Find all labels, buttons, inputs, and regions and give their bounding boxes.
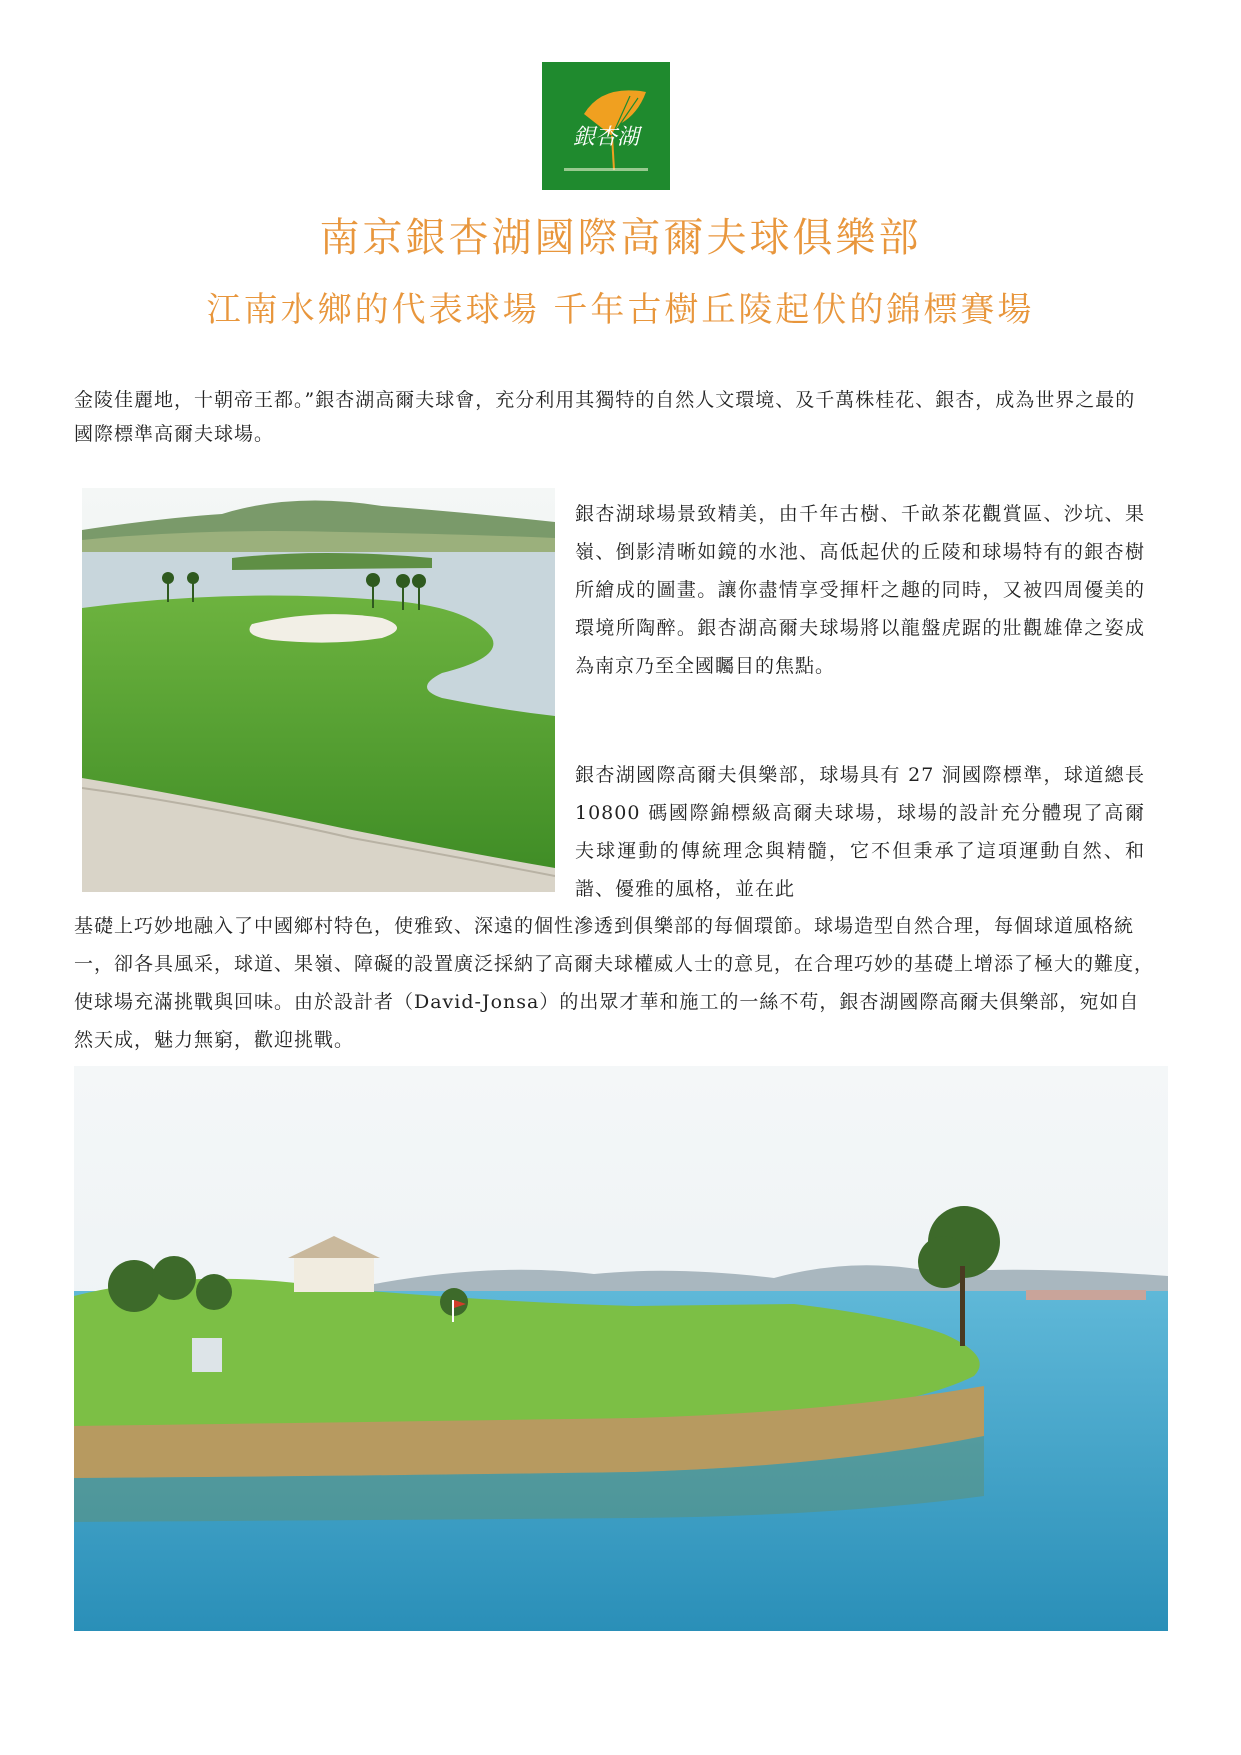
description-paragraph-1: 銀杏湖球場景致精美，由千年古樹、千畝茶花觀賞區、沙坑、果嶺、倒影清晰如鏡的水池、高低起伏的丘陵和球場特有的銀杏樹所繪成的圖畫。讓你盡情享受揮杆之趣的同時，又被四周優美的環境所陶醉。銀杏湖高爾夫球場將以龍盤虎踞的壯觀雄偉之姿成為南京乃至全國矚目的焦點。 xyxy=(575,503,1145,677)
page-title: 南京銀杏湖國際高爾夫球俱樂部 xyxy=(319,215,922,261)
golf-course-lake-photo xyxy=(74,1066,1168,1631)
logo-text: 銀杏湖 xyxy=(572,125,640,150)
description-paragraph-2: 銀杏湖國際高爾夫俱樂部，球場具有 27 洞國際標準，球道總長 10800 碼國際錦標級高爾夫球場，球場的設計充分體現了高爾夫球運動的傳統理念與精髓，它不但秉承了這項運動自然、和諧、優雅的風格，並在此 xyxy=(575,764,1145,900)
page-subtitle: 江南水鄉的代表球場 千年古樹丘陵起伏的錦標賽場 xyxy=(206,290,1035,330)
logo xyxy=(542,62,670,190)
golf-green-photo xyxy=(82,488,555,892)
intro-paragraph: 金陵佳麗地，十朝帝王都。”銀杏湖高爾夫球會，充分利用其獨特的自然人文環境、及千萬株桂花、銀杏，成為世界之最的國際標準高爾夫球場。 xyxy=(74,389,1136,445)
description-paragraph-2-continued: 基礎上巧妙地融入了中國鄉村特色，使雅致、深遠的個性滲透到俱樂部的每個環節。球場造型自然合理，每個球道風格統一，卻各具風采，球道、果嶺、障礙的設置廣泛採納了高爾夫球權威人士的意見，在合理巧妙的基礎上增添了極大的難度，使球場充滿挑戰與回味。由於設計者（David-Jonsa）的出眾才華和施工的一絲不苟，銀杏湖國際高爾夫俱樂部，宛如自然天成，魅力無窮，歡迎挑戰。 xyxy=(74,915,1155,1051)
